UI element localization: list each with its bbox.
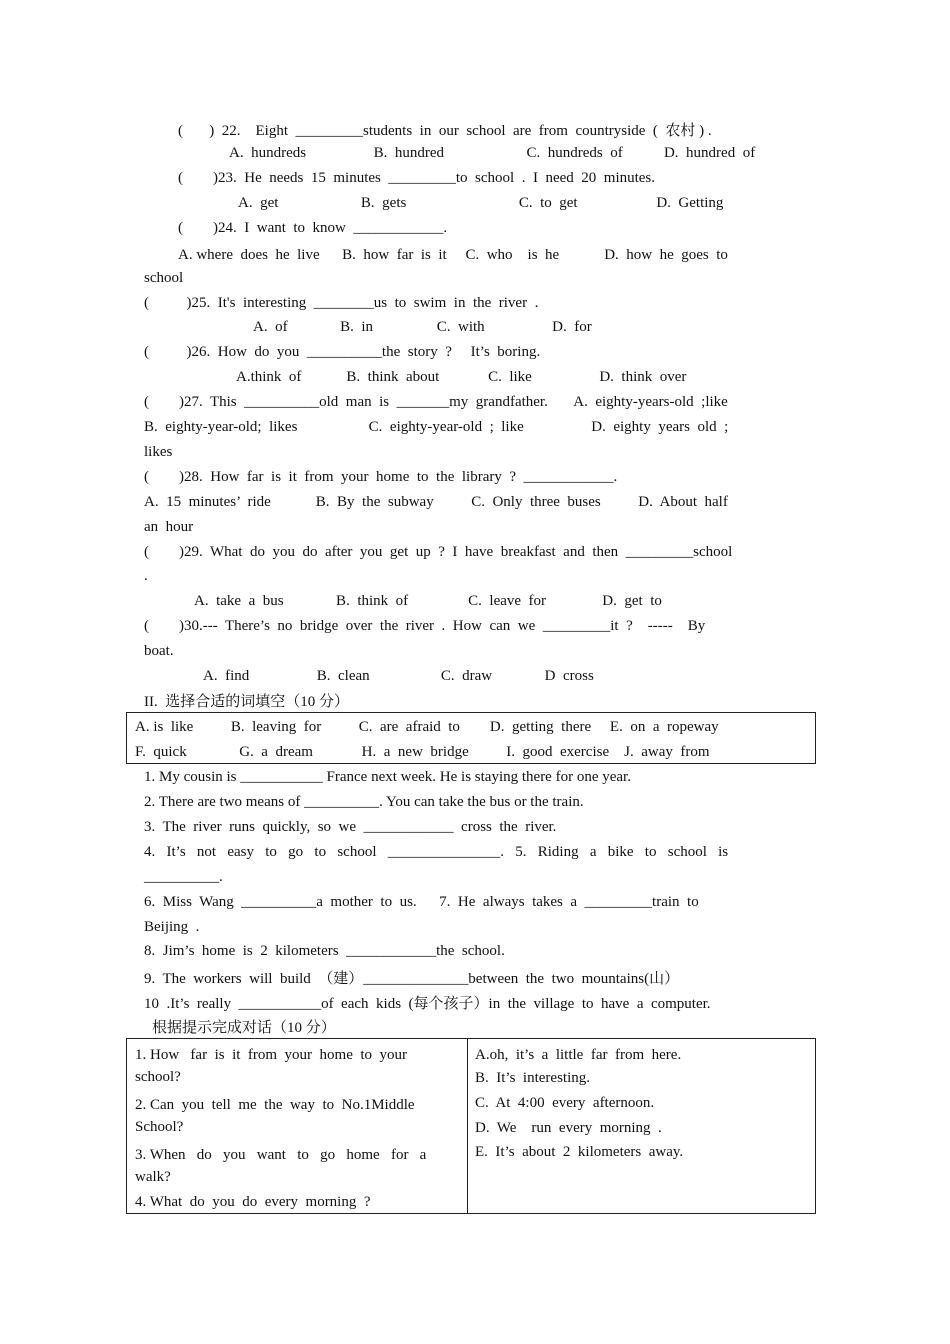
question-23: ( )23. He needs 15 minutes _________to school . I need 20 minutes.	[178, 170, 656, 186]
word-bank-row-2: F. quick G. a dream H. a new bridge I. good exercise J. away from	[135, 744, 710, 760]
question-25: ( )25. It's interesting ________us to swim in the river .	[144, 295, 539, 311]
fill-item-3: 3. The river runs quickly, so we ____________ cross the river.	[144, 819, 557, 835]
dialogue-question-4: 4. What do you do every morning ?	[135, 1194, 371, 1210]
fill-item-10: 10 .It’s really ___________of each kids (每个孩子）in the village to have a computer.	[144, 996, 711, 1012]
question-24-options-cont: school	[144, 270, 184, 286]
fill-item-9: 9. The workers will build （建）______________between the two mountains(山）	[144, 971, 680, 987]
fill-item-6-7: 6. Miss Wang __________a mother to us. 7. He always takes a _________train to	[144, 894, 699, 910]
question-24: ( )24. I want to know ____________.	[178, 220, 448, 236]
dialogue-answer-b: B. It’s interesting.	[475, 1070, 590, 1086]
table-divider	[467, 1039, 468, 1213]
question-25-options: A. of B. in C. with D. for	[253, 319, 592, 335]
question-27-options: B. eighty-year-old; likes C. eighty-year-old ; like D. eighty years old ;	[144, 419, 729, 435]
dialogue-match-table	[126, 1038, 816, 1214]
section-3-title: 根据提示完成对话（10 分）	[152, 1020, 336, 1036]
question-28-options-cont: an hour	[144, 519, 194, 535]
question-30: ( )30.--- There’s no bridge over the river . How can we _________it ? ----- By	[144, 618, 706, 634]
dialogue-question-2-cont: School?	[135, 1119, 184, 1135]
question-22-options: A. hundreds B. hundred C. hundreds of D. hundred of	[229, 145, 756, 161]
fill-item-1: 1. My cousin is ___________ France next week. He is staying there for one year.	[144, 769, 631, 785]
question-28: ( )28. How far is it from your home to the library ? ____________.	[144, 469, 618, 485]
question-22: ( ) 22. Eight _________students in our school are from countryside ( 农村 ) .	[178, 123, 712, 139]
fill-item-2: 2. There are two means of __________. You can take the bus or the train.	[144, 794, 584, 810]
fill-item-4-5: 4. It’s not easy to go to school _______________. 5. Riding a bike to school is	[144, 844, 729, 860]
dialogue-answer-d: D. We run every morning .	[475, 1120, 662, 1136]
fill-item-8: 8. Jim’s home is 2 kilometers ____________the school.	[144, 943, 505, 959]
question-23-options: A. get B. gets C. to get D. Getting	[238, 195, 724, 211]
dialogue-question-3-cont: walk?	[135, 1169, 171, 1185]
question-27: ( )27. This __________old man is _______my grandfather. A. eighty-years-old ;like	[144, 394, 728, 410]
question-29-cont: .	[144, 568, 148, 584]
question-24-options: A. where does he live B. how far is it C. who is he D. how he goes to	[178, 247, 728, 263]
question-27-options-cont: likes	[144, 444, 173, 460]
word-bank-box	[126, 712, 816, 764]
question-30-options: A. find B. clean C. draw D cross	[203, 668, 594, 684]
dialogue-question-2: 2. Can you tell me the way to No.1Middle	[135, 1097, 415, 1113]
dialogue-question-1-cont: school?	[135, 1069, 181, 1085]
dialogue-question-1: 1. How far is it from your home to your	[135, 1047, 408, 1063]
dialogue-question-3: 3. When do you want to go home for a	[135, 1147, 427, 1163]
question-28-options: A. 15 minutes’ ride B. By the subway C. Only three buses D. About half	[144, 494, 728, 510]
question-26-options: A.think of B. think about C. like D. think over	[236, 369, 687, 385]
question-26: ( )26. How do you __________the story ? It’s boring.	[144, 344, 541, 360]
fill-item-5-cont: __________.	[144, 869, 223, 885]
fill-item-7-cont: Beijing .	[144, 919, 200, 935]
section-2-title: II. 选择合适的词填空（10 分）	[144, 694, 349, 710]
question-29: ( )29. What do you do after you get up ? I have breakfast and then _________school	[144, 544, 733, 560]
word-bank-row-1: A. is like B. leaving for C. are afraid to D. getting there E. on a ropeway	[135, 719, 719, 735]
dialogue-answer-e: E. It’s about 2 kilometers away.	[475, 1144, 684, 1160]
dialogue-answer-a: A.oh, it’s a little far from here.	[475, 1047, 682, 1063]
question-30-cont: boat.	[144, 643, 174, 659]
question-29-options: A. take a bus B. think of C. leave for D. get to	[194, 593, 662, 609]
dialogue-answer-c: C. At 4:00 every afternoon.	[475, 1095, 655, 1111]
